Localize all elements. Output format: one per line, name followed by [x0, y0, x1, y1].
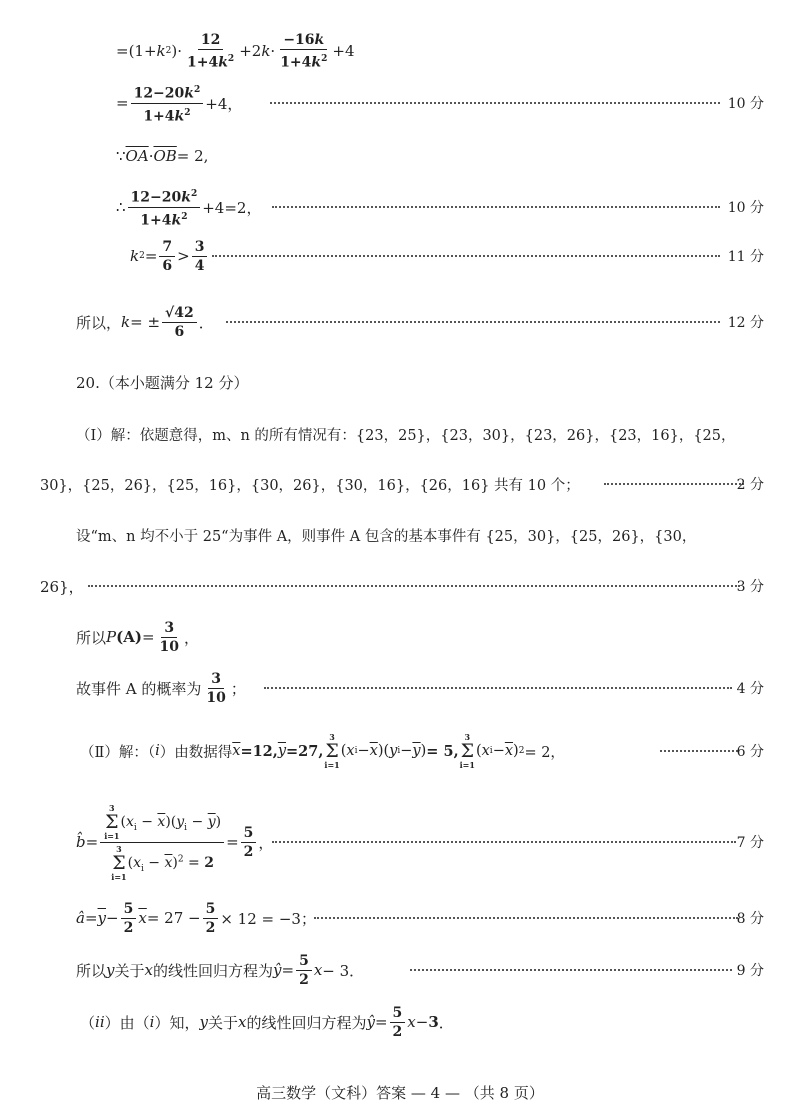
- math-expr: k 2 = $\frac{7}{6}$ > $\frac{3}{4}$: [130, 236, 209, 276]
- score-mark: 4 分: [736, 681, 764, 697]
- math-expr: 所以 P (A) = $\frac{3}{10}$ ，: [76, 619, 200, 655]
- line-3: [0, 136, 800, 176]
- math-expr: ∴ $\frac{12-20k^2}{1+4k^2}$ +4=2，: [116, 187, 261, 227]
- score-mark: 12 分: [727, 315, 764, 331]
- line-10: [0, 515, 800, 555]
- text-line: 30}，{25，26}，{25，16}，{30，26}，{30，16}，{26，16} 共有 10 个；: [40, 477, 580, 494]
- line-14: [0, 731, 800, 771]
- score-mark: 8 分: [736, 911, 764, 927]
- line-15: [0, 802, 800, 882]
- math-expr: 所以， k = ± $\frac{√42}{6}$ ．: [76, 304, 214, 340]
- dot-leader: [604, 483, 744, 485]
- score-mark: 11 分: [727, 249, 764, 265]
- dot-leader: [660, 750, 738, 752]
- text-line: 26}，: [40, 577, 84, 596]
- math-expr: =(1+ k 2 )· $\frac{12}{1+4k^2}$ +2 k · $\frac{-16k}{1+4k^2}$ +4: [116, 31, 355, 71]
- line-8: [0, 414, 800, 454]
- dot-leader: [226, 321, 720, 323]
- math-expr: 故事件 A 的概率为 $\frac{3}{10}$ ；: [76, 670, 246, 706]
- math-expr: （Ⅱ）解：（ i ）由数据得 $\overline{x}$ =12, $\overline{y}$ =27, 3 Σ i=1 ( x i − $\overline{x}$ )( y i − $\overline{y}$ ) = 5, 3 Σ i=1 ( x i − $\overline{x}$ ) 2 = 2，: [80, 732, 565, 770]
- math-expr: ∵ $\overline{OA}$ · $\overline{OB}$ = 2,: [116, 147, 209, 165]
- line-16: [0, 898, 800, 938]
- line-13: [0, 668, 800, 708]
- text-line: 设“m、n 均不小于 25“为事件 A，则事件 A 包含的基本事件有 {25，30}，{25，26}，{30，: [76, 528, 697, 545]
- dot-leader: [272, 206, 720, 208]
- score-mark: 3 分: [736, 579, 764, 595]
- math-expr: （ ii ）由（ i ）知， y 关于 x 的线性回归方程为 ŷ = $\frac{5}{2}$ x − 3 ．: [80, 1004, 454, 1040]
- line-11: [0, 566, 800, 606]
- math-expr: â = $\overline{y}$ − $\frac{5}{2}$ $\overline{x}$ = 27 − $\frac{5}{2}$ × 12 = −3；: [76, 900, 316, 936]
- line-7: [0, 362, 800, 402]
- score-mark: 7 分: [736, 835, 764, 851]
- dot-leader: [270, 102, 720, 104]
- dot-leader: [212, 255, 720, 257]
- math-expr: b̂ = 3 Σ i=1 $(x_i - \overline{x})(y_i - \overline{y})$ 3 Σ i=1 $(x_i - \overline{x})^2 = 2$ = $\frac{5}{2}$ ，: [76, 802, 274, 882]
- page-footer: 高三数学（文科）答案 — 4 — （共 8 页）: [256, 1084, 544, 1102]
- score-mark: 9 分: [736, 963, 764, 979]
- dot-leader: [272, 841, 736, 843]
- line-9: [0, 464, 800, 504]
- line-1: [0, 31, 800, 71]
- line-4: [0, 187, 800, 227]
- line-6: [0, 302, 800, 342]
- math-expr: = $\frac{12-20k^2}{1+4k^2}$ +4，: [116, 83, 242, 123]
- line-18: [0, 1002, 800, 1042]
- math-expr: 所以 y 关于 x 的线性回归方程为 ŷ = $\frac{5}{2}$ x − 3．: [76, 952, 365, 988]
- score-mark: 6 分: [736, 744, 764, 760]
- score-mark: 10 分: [727, 96, 764, 112]
- dot-leader: [264, 687, 732, 689]
- line-12: [0, 617, 800, 657]
- dot-leader: [88, 585, 740, 587]
- line-2: [0, 83, 800, 123]
- text-line: （Ⅰ）解：依题意得，m、n 的所有情况有：{23，25}，{23，30}，{23，26}，{23，16}，{25，: [76, 427, 736, 444]
- line-5: [0, 236, 800, 276]
- score-mark: 10 分: [727, 200, 764, 216]
- dot-leader: [410, 969, 732, 971]
- text-line: 20.（本小题满分 12 分）: [76, 373, 249, 392]
- line-17: [0, 950, 800, 990]
- score-mark: 2 分: [736, 477, 764, 493]
- dot-leader: [314, 917, 738, 919]
